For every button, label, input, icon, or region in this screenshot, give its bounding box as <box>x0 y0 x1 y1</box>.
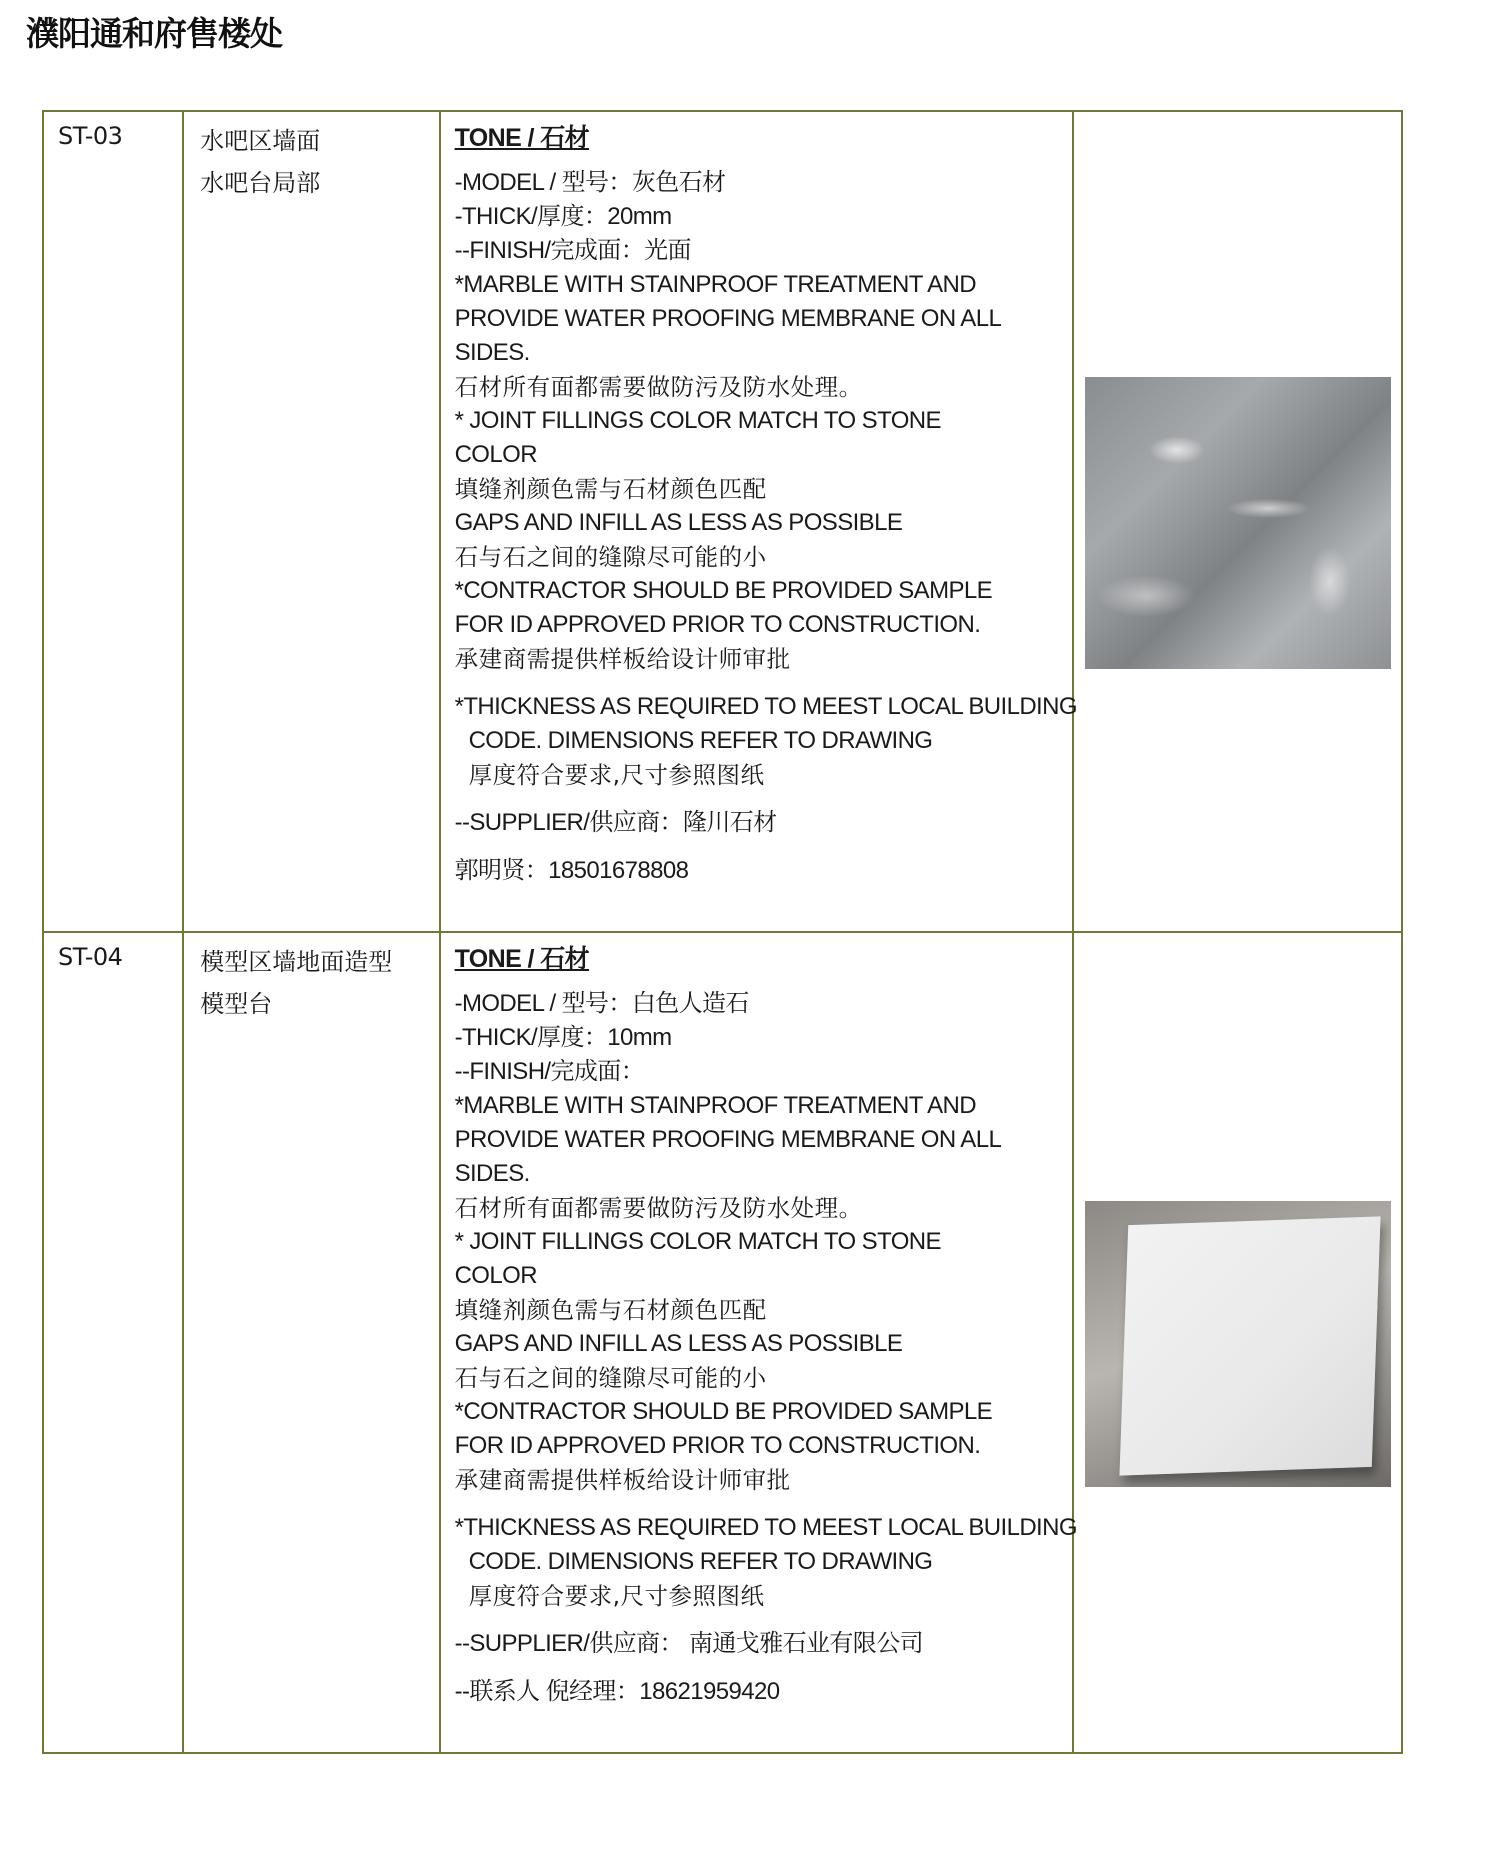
spec-contractor-note: *CONTRACTOR SHOULD BE PROVIDED SAMPLE <box>454 1398 993 1425</box>
spec-marble-note: SIDES. <box>454 1160 530 1187</box>
spec-contractor-note: FOR ID APPROVED PRIOR TO CONSTRUCTION. <box>454 611 981 638</box>
spec-joint-note-cn: 填缝剂颜色需与石材颜色匹配 <box>454 475 767 503</box>
spec-model: -MODEL / 型号：灰色石材 <box>454 169 726 196</box>
application-area <box>183 111 439 932</box>
spec-finish: --FINISH/完成面： <box>454 1058 645 1085</box>
spec-contractor-note: FOR ID APPROVED PRIOR TO CONSTRUCTION. <box>454 1432 981 1459</box>
table-row <box>43 111 1402 932</box>
white-artificial-stone-sample-icon <box>1085 1201 1391 1487</box>
application-area <box>183 932 439 1753</box>
spec-thickness-note-cn: 厚度符合要求,尺寸参照图纸 <box>468 1582 765 1610</box>
spec-contact: 郭明贤：18501678808 <box>454 857 689 884</box>
spec-thick: -THICK/厚度：10mm <box>454 1024 672 1051</box>
spec-marble-note: PROVIDE WATER PROOFING MEMBRANE ON ALL <box>454 1126 1002 1153</box>
grey-marble-sample-icon <box>1085 377 1391 669</box>
area-line: 水吧区墙面 <box>200 127 321 155</box>
white-slab-shape <box>1119 1216 1380 1475</box>
spec-gaps-note: GAPS AND INFILL AS LESS AS POSSIBLE <box>454 1330 903 1357</box>
area-line: 模型区墙地面造型 <box>200 948 393 976</box>
spec-heading: TONE / 石材 <box>454 124 590 152</box>
spec-contact: --联系人 倪经理：18621959420 <box>454 1678 780 1705</box>
material-code: ST-04 <box>43 932 183 1753</box>
material-code: ST-03 <box>43 111 183 932</box>
spec-marble-note: *MARBLE WITH STAINPROOF TREATMENT AND <box>454 271 976 298</box>
spec-contractor-note-cn: 承建商需提供样板给设计师审批 <box>454 645 791 673</box>
spec-marble-note-cn: 石材所有面都需要做防污及防水处理。 <box>454 1194 863 1222</box>
spec-marble-note: *MARBLE WITH STAINPROOF TREATMENT AND <box>454 1092 976 1119</box>
document-title: 濮阳通和府售楼处 <box>26 14 282 53</box>
spec-joint-note: COLOR <box>454 1262 537 1289</box>
spec-joint-note: * JOINT FILLINGS COLOR MATCH TO STONE <box>454 1228 941 1255</box>
spec-joint-note: * JOINT FILLINGS COLOR MATCH TO STONE <box>454 407 941 434</box>
spec-thickness-note-cn: 厚度符合要求,尺寸参照图纸 <box>468 761 765 789</box>
spec-gaps-note: GAPS AND INFILL AS LESS AS POSSIBLE <box>454 509 903 536</box>
spec-thickness-note: *THICKNESS AS REQUIRED TO MEEST LOCAL BUILDING <box>454 1514 1077 1541</box>
specification <box>440 111 1077 932</box>
sample-image-cell <box>1073 111 1403 932</box>
spec-thickness-note: *THICKNESS AS REQUIRED TO MEEST LOCAL BUILDING <box>454 693 1077 720</box>
spec-marble-note: SIDES. <box>454 339 530 366</box>
spec-gaps-note-cn: 石与石之间的缝隙尽可能的小 <box>454 543 767 571</box>
area-line: 水吧台局部 <box>200 169 321 197</box>
spec-thickness-note: CODE. DIMENSIONS REFER TO DRAWING <box>468 727 933 754</box>
spec-supplier: --SUPPLIER/供应商： 南通戈雅石业有限公司 <box>454 1630 924 1657</box>
spec-thickness-note: CODE. DIMENSIONS REFER TO DRAWING <box>468 1548 933 1575</box>
spec-marble-note-cn: 石材所有面都需要做防污及防水处理。 <box>454 373 863 401</box>
material-spec-table <box>42 110 1403 1754</box>
spec-marble-note: PROVIDE WATER PROOFING MEMBRANE ON ALL <box>454 305 1002 332</box>
area-line: 模型台 <box>200 990 273 1018</box>
spec-contractor-note: *CONTRACTOR SHOULD BE PROVIDED SAMPLE <box>454 577 993 604</box>
spec-finish: --FINISH/完成面：光面 <box>454 237 691 264</box>
spec-joint-note-cn: 填缝剂颜色需与石材颜色匹配 <box>454 1296 767 1324</box>
table-row <box>43 932 1402 1753</box>
specification <box>440 932 1077 1753</box>
sample-image-cell <box>1073 932 1403 1753</box>
spec-gaps-note-cn: 石与石之间的缝隙尽可能的小 <box>454 1364 767 1392</box>
spec-heading: TONE / 石材 <box>454 945 590 973</box>
spec-supplier: --SUPPLIER/供应商：隆川石材 <box>454 809 777 836</box>
spec-contractor-note-cn: 承建商需提供样板给设计师审批 <box>454 1466 791 1494</box>
spec-joint-note: COLOR <box>454 441 537 468</box>
spec-model: -MODEL / 型号：白色人造石 <box>454 990 749 1017</box>
spec-thick: -THICK/厚度：20mm <box>454 203 672 230</box>
